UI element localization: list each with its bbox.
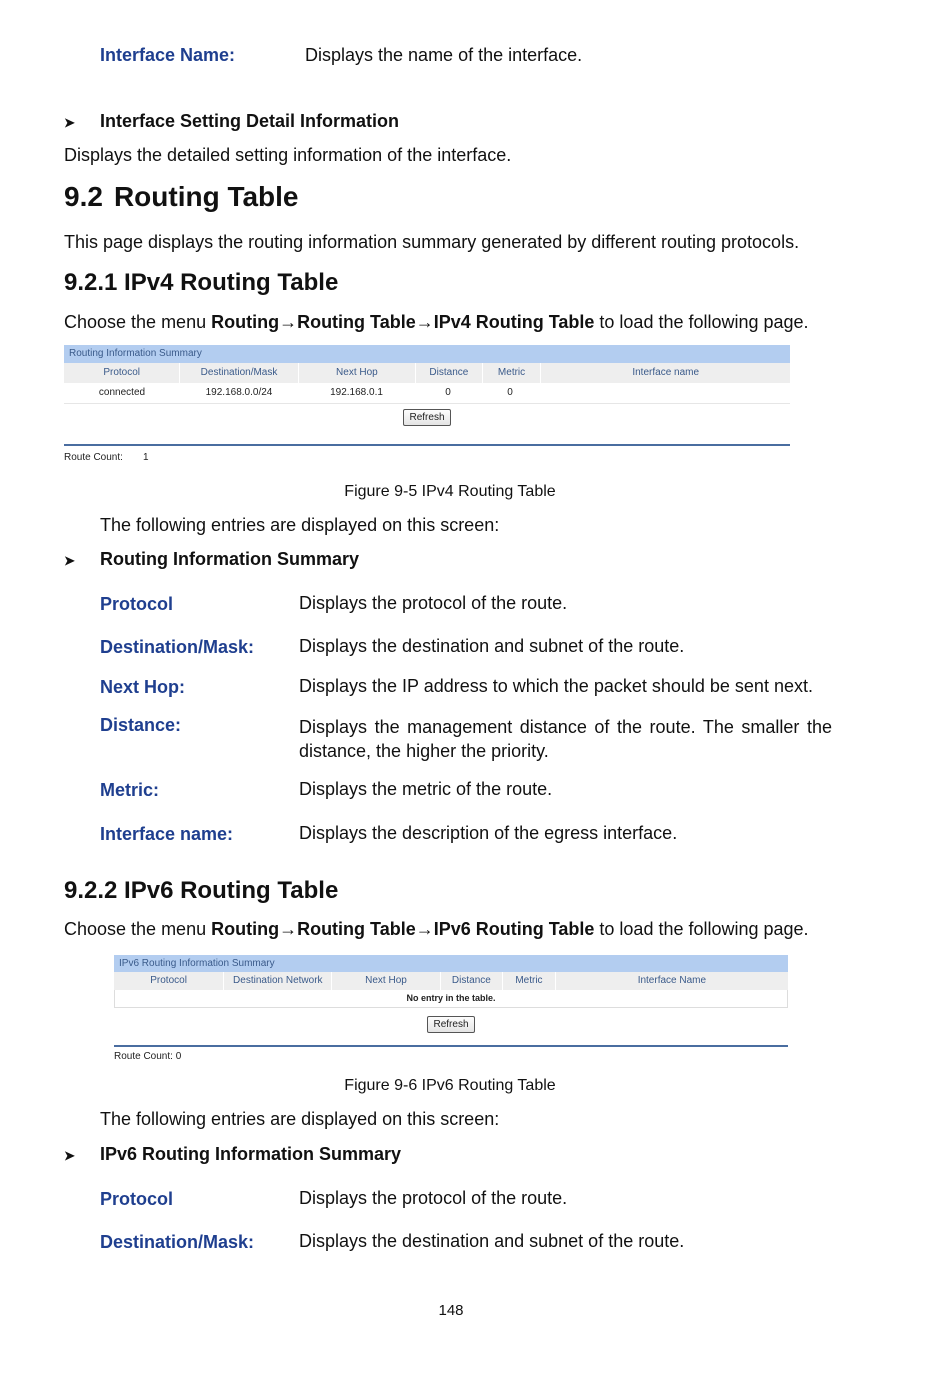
- table-header: [114, 972, 788, 990]
- definition-description: Displays the destination and subnet of the route.: [299, 1231, 685, 1251]
- paragraph: Displays the detailed setting information of the interface.: [64, 145, 512, 165]
- intro-suffix: to load the following page.: [594, 312, 809, 332]
- refresh-button[interactable]: Refresh: [427, 1016, 474, 1033]
- definition-term: Destination/Mask:: [100, 637, 255, 657]
- route-count-value: 1: [142, 452, 149, 463]
- bullet-heading: Routing Information Summary: [100, 549, 360, 569]
- table-cell: [539, 383, 789, 403]
- ipv4-routing-table-screenshot: [64, 345, 790, 463]
- definition-term: Protocol: [100, 1189, 174, 1209]
- desc-interface-name: Displays the name of the interface.: [305, 45, 583, 65]
- column-header: Metric: [503, 972, 556, 990]
- column-header: Next Hop: [332, 972, 440, 990]
- column-header: Distance: [416, 363, 483, 383]
- page-number: 148: [438, 1302, 464, 1319]
- section-title: Routing Table: [113, 181, 299, 212]
- intro-prefix: Choose the menu: [64, 919, 212, 939]
- menu-path: Routing→Routing Table→IPv6 Routing Table: [211, 919, 595, 939]
- column-header: Destination/Mask: [180, 363, 298, 383]
- table-cell: 0: [445, 387, 451, 398]
- paragraph: This page displays the routing information summary generated by different routing protocols.: [64, 232, 800, 252]
- figure-caption: Figure 9-6 IPv6 Routing Table: [344, 1077, 556, 1094]
- table-row: [64, 383, 790, 403]
- bullet-heading: IPv6 Routing Information Summary: [100, 1144, 402, 1164]
- column-header: Next Hop: [299, 363, 416, 383]
- definition-term: Metric:: [100, 780, 160, 800]
- menu-path: Routing→Routing Table→IPv4 Routing Table: [211, 312, 595, 332]
- paragraph: The following entries are displayed on this screen:: [100, 1109, 500, 1129]
- column-header: Destination Network: [224, 972, 332, 990]
- table-cell: 0: [507, 387, 513, 398]
- figure-caption: Figure 9-5 IPv4 Routing Table: [344, 483, 556, 500]
- section-heading-9-2: [64, 181, 299, 213]
- column-header: Distance: [441, 972, 504, 990]
- table-cell: 192.168.0.1: [330, 387, 383, 398]
- route-count: [64, 452, 790, 463]
- table-cell: 192.168.0.0/24: [205, 387, 273, 398]
- section-heading-9-2-2: 9.2.2 IPv6 Routing Table: [64, 877, 339, 904]
- column-header: Interface Name: [637, 975, 707, 986]
- definition-description: Displays the IP address to which the packet should be sent next.: [299, 676, 813, 696]
- menu-path-paragraph: [64, 919, 809, 940]
- definition-description: Displays the protocol of the route.: [299, 1188, 568, 1208]
- definition-description: Displays the metric of the route.: [299, 779, 553, 799]
- definition-term: Protocol: [100, 594, 174, 614]
- route-count-label: Route Count:: [64, 452, 123, 463]
- bullet-arrow-icon: ➤: [64, 1148, 75, 1163]
- column-header: Interface name: [632, 367, 700, 378]
- section-number: 9.2: [64, 181, 103, 212]
- definition-term: Interface name:: [100, 824, 234, 844]
- term-interface-name: Interface Name:: [100, 45, 236, 65]
- definition-term: Destination/Mask:: [100, 1232, 255, 1252]
- table-cell: connected: [98, 387, 146, 398]
- definition-description: Displays the destination and subnet of the route.: [299, 636, 685, 656]
- bullet-arrow-icon: ➤: [64, 553, 75, 568]
- column-header: Metric: [483, 363, 542, 383]
- column-header: Protocol: [114, 972, 224, 990]
- definition-term: Distance:: [100, 715, 182, 735]
- bullet-heading: Interface Setting Detail Information: [100, 111, 400, 131]
- intro-suffix: to load the following page.: [594, 919, 809, 939]
- definition-description: Displays the protocol of the route.: [299, 593, 568, 613]
- definition-term: Next Hop:: [100, 677, 185, 697]
- section-heading-9-2-1: 9.2.1 IPv4 Routing Table: [64, 269, 339, 296]
- table-header: [64, 363, 790, 383]
- panel-title: Routing Information Summary: [64, 345, 790, 363]
- intro-prefix: Choose the menu: [64, 312, 212, 332]
- column-header: Protocol: [64, 363, 180, 383]
- menu-path-paragraph: [64, 312, 809, 333]
- ipv6-routing-table-screenshot: [114, 955, 788, 1062]
- refresh-button[interactable]: Refresh: [403, 409, 450, 426]
- route-count: Route Count: 0: [114, 1051, 182, 1062]
- panel-title: IPv6 Routing Information Summary: [114, 955, 788, 972]
- definition-description: Displays the description of the egress interface.: [299, 823, 678, 843]
- paragraph: The following entries are displayed on this screen:: [100, 515, 500, 535]
- bullet-arrow-icon: ➤: [64, 115, 75, 130]
- empty-table-message: No entry in the table.: [114, 990, 788, 1008]
- definition-description: Displays the management distance of the route. The smaller the distance, the higher the priority.: [299, 717, 832, 761]
